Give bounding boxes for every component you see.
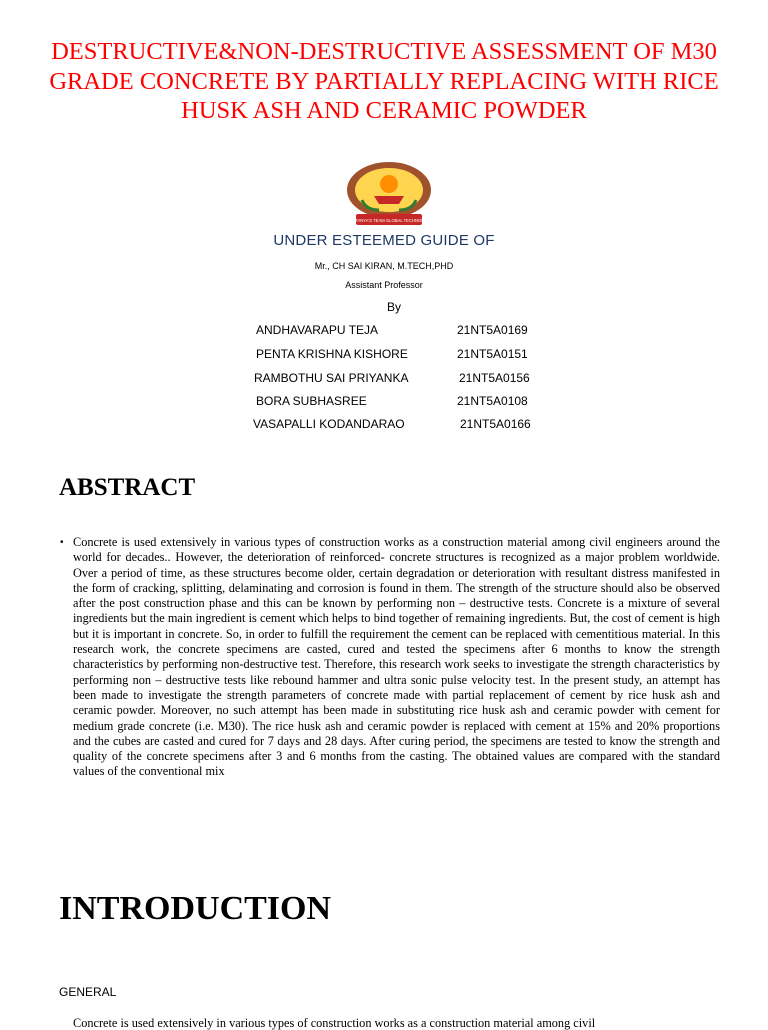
student-roll: 21NT5A0151: [457, 347, 528, 361]
college-logo: [344, 160, 434, 230]
student-name: RAMBOTHU SAI PRIYANKA: [254, 371, 409, 385]
introduction-heading: INTRODUCTION: [59, 890, 332, 927]
introduction-first-line: Concrete is used extensively in various types of construction works as a construction material among civil: [73, 1016, 596, 1030]
student-roll: 21NT5A0108: [457, 394, 528, 408]
guide-name: Mr., CH SAI KIRAN, M.TECH,PHD: [314, 261, 454, 271]
student-name: ANDHAVARAPU TEJA: [256, 323, 379, 337]
student-roll: 21NT5A0166: [460, 417, 531, 431]
abstract-heading: ABSTRACT: [59, 474, 196, 501]
student-name: PENTA KRISHNA KISHORE: [256, 347, 408, 361]
guide-designation: Assistant Professor: [345, 280, 423, 290]
document-title: DESTRUCTIVE&NON-DESTRUCTIVE ASSESSMENT OF M30 GRADE CONCRETE BY PARTIALLY REPLACING WITH RICE HUSK ASH AND CERAMIC POWDER: [49, 38, 719, 124]
student-name: VASAPALLI KODANDARAO: [253, 417, 405, 431]
student-roll: 21NT5A0156: [459, 371, 530, 385]
abstract-section: [60, 535, 720, 780]
logo-banner-text: CHAITANYA'S TEAM GLOBAL TECHNOLOGY: [345, 218, 433, 223]
abstract-paragraph: Concrete is used extensively in various types of construction works as a construction material among civil engineers around the world for decades.. However, the deterioration of reinforced- concrete structures is recognized as a major problem worldwide. Over a period of time, as these structures become older, certain degradation or deterioration with resultant distress manifested in the form of cracking, splitting, delaminating and corrosion is found in them. The strength of the structure should also be observed after the post construction phase and this can be known by performing non – destructive tests. Concrete is a mixture of several ingredients but the main ingredient is cement which helps to bind together of remaining ingredients. But, the cost of cement is high but it is important in concrete. So, in order to fulfill the requirement the cement can be replaced with cementitious material. In this research work, the concrete specimens are casted, cured and tested the specimens after 6 months to know the strength characteristics by performing non-destructive test. Therefore, this research work seeks to investigate the strength characteristics by performing non – destructive tests like rebound hammer and ultra sonic pulse velocity test. In the present study, an attempt has been made to investigate the strength parameters of concrete made with partial replacement of cement by rice husk ash and ceramic powder. Moreover, no such attempt has been made in substituting rice husk ash and ceramic powder with cement for medium grade concrete (i.e. M30). The rice husk ash and ceramic powder is replaced with cement at 15% and 20% proportions and the cubes are casted and cured for 7 days and 28 days. After curing period, the specimens are tested to know the strength and quality of the concrete specimens after 3 and 6 months from the casting. The obtained values are compared with the standard values of the conventional mix: [73, 535, 720, 779]
general-subheading: GENERAL: [59, 985, 117, 999]
bullet-icon: •: [60, 537, 64, 548]
guide-heading: UNDER ESTEEMED GUIDE OF: [273, 232, 495, 249]
logo-lamp: [374, 196, 404, 204]
by-label: By: [386, 300, 401, 314]
student-name: BORA SUBHASREE: [256, 394, 367, 408]
logo-sun: [380, 175, 398, 193]
student-roll: 21NT5A0169: [457, 323, 528, 337]
